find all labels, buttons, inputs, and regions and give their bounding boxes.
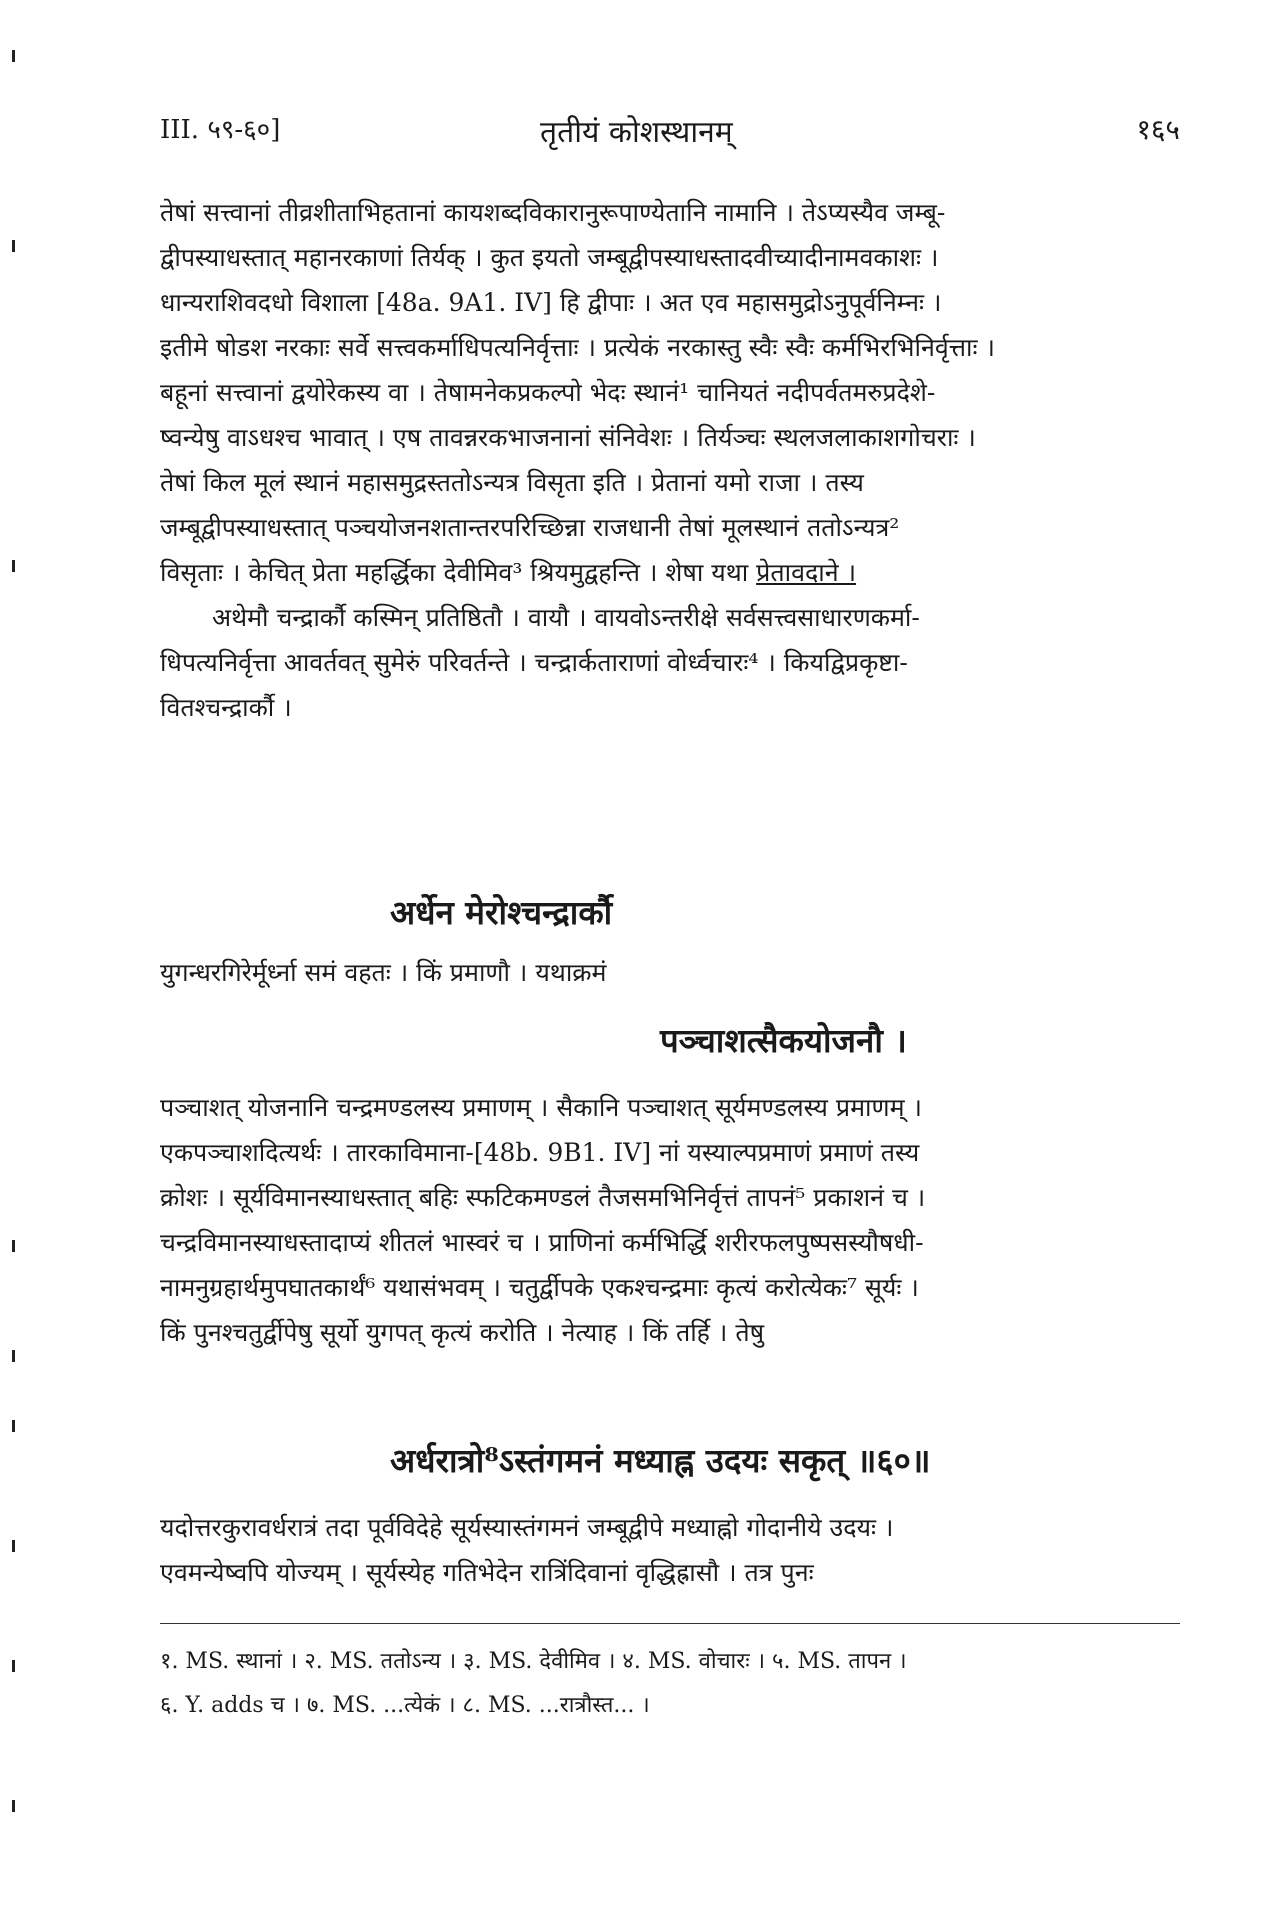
margin-artifact [12,1660,15,1672]
text-line: वितश्चन्द्रार्कौ । [160,693,292,722]
underlined-reference: प्रेतावदाने । [756,558,857,587]
text-line: धिपत्यनिर्वृत्ता आवर्तवत् सुमेरुं परिवर्तन्ते । चन्द्रार्कताराणां वोर्ध्वचारः⁴ । कियद्विप्रकृष्टा- [160,648,908,677]
margin-artifact [12,1350,15,1362]
running-header [160,110,1180,160]
text-line: किं पुनश्चतुर्द्वीपेषु सूर्यो युगपत् कृत्यं करोति । नेत्याह । किं तर्हि । तेषु [160,1318,765,1347]
text-line: नामनुग्रहार्थमुपघातकार्थं⁶ यथासंभवम् । चतुर्द्वीपके एकश्चन्द्रमाः कृत्यं करोत्येकः⁷ सूर्यः । [160,1273,919,1302]
verse-1-block [160,882,1180,944]
text-line: पञ्चाशत् योजनानि चन्द्रमण्डलस्य प्रमाणम् । सैकानि पञ्चाशत् सूर्यमण्डलस्य प्रमाणम् । [160,1093,922,1122]
verse-line: अर्धरात्रो⁸ऽस्तंगमनं मध्याह्न उदयः सकृत् ॥६०॥ [390,1441,931,1480]
text-line: चन्द्रविमानस्याधस्तादाप्यं शीतलं भास्वरं च । प्राणिनां कर्मभिर्द्धि शरीरफलपुष्पसस्यौषधी- [160,1228,924,1257]
text-line: जम्बूद्वीपस्याधस्तात् पञ्चयोजनशतान्तरपरिच्छिन्ना राजधानी तेषां मूलस्थानं ततोऽन्यत्र² [160,513,900,542]
verse-2-block [160,1010,1180,1072]
text-line: द्वीपस्याधस्तात् महानरकाणां तिर्यक् । कुत इयतो जम्बूद्वीपस्याधस्तादवीच्यादीनामवकाशः । [160,243,939,272]
margin-artifact [12,1420,15,1432]
section-title: तृतीयं कोशस्थानम् [540,115,733,150]
verse-line: पञ्चाशत्सैकयोजनौ । [660,1021,907,1060]
text-line: धान्यराशिवदधो विशाला [48a. 9A1. IV] हि द्वीपाः । अत एव महासमुद्रोऽनुपूर्वनिम्नः । [160,288,942,317]
page-number: १६५ [1136,113,1180,146]
text-line: ष्वन्येषु वाऽधश्च भावात् । एष तावन्नरकभाजनानां संनिवेशः । तिर्यञ्चः स्थलजलाकाशगोचराः । [160,423,976,452]
text-line: बहूनां सत्त्वानां द्वयोरेकस्य वा । तेषामनेकप्रकल्पो भेदः स्थानं¹ चानियतं नदीपर्वतमरुप्रदेशे- [160,378,936,407]
text-line: एकपञ्चाशदित्यर्थः । तारकाविमाना-[48b. 9B1. IV] नां यस्याल्पप्रमाणं प्रमाणं तस्य [160,1138,920,1167]
footnotes [160,1640,1180,1728]
margin-artifact [12,50,15,62]
verse-3-block [160,1430,1180,1492]
paragraph-3 [160,950,1180,995]
footnote-line: १. MS. स्थानां । २. MS. ततोऽन्य । ३. MS. देवीमिव । ४. MS. वोचारः । ५. MS. तापन । [160,1649,907,1674]
verse-line: अर्धेन मेरोश्चन्द्रार्कौ [390,893,613,932]
paragraph-1 [160,190,1180,595]
footnote-divider [160,1623,1180,1624]
paragraph-4 [160,1085,1180,1355]
text-line: एवमन्येष्वपि योज्यम् । सूर्यस्येह गतिभेदेन रात्रिंदिवानां वृद्धिह्रासौ । तत्र पुनः [160,1558,814,1587]
text-line [160,550,1180,595]
footnote-line: ६. Y. adds च । ७. MS. ...त्येकं । ८. MS. ...रात्रौस्त... । [160,1693,650,1718]
text-line: अथेमौ चन्द्रार्कौ कस्मिन् प्रतिष्ठितौ । वायौ । वायवोऽन्तरीक्षे सर्वसत्त्वसाधारणकर्मा- [212,603,920,632]
text-line: युगन्धरगिरेर्मूर्ध्ना समं वहतः । किं प्रमाणौ । यथाक्रमं [160,958,607,987]
margin-artifact [12,560,15,572]
paragraph-5 [160,1505,1180,1595]
margin-artifact [12,1240,15,1252]
text-line: तेषां सत्त्वानां तीव्रशीताभिहतानां कायशब्दविकारानुरूपाण्येतानि नामानि । तेऽप्यस्यैव जम्बू- [160,198,946,227]
text-line: यदोत्तरकुरावर्धरात्रं तदा पूर्वविदेहे सूर्यस्यास्तंगमनं जम्बूद्वीपे मध्याह्नो गोदानीये उदयः । [160,1513,894,1542]
text-line: तेषां किल मूलं स्थानं महासमुद्रस्ततोऽन्यत्र विसृता इति । प्रेतानां यमो राजा । तस्य [160,468,864,497]
margin-artifact [12,1540,15,1552]
paragraph-2 [160,595,1180,730]
text-line: क्रोशः । सूर्यविमानस्याधस्तात् बहिः स्फटिकमण्डलं तैजसमभिनिर्वृत्तं तापनं⁵ प्रकाशनं च । [160,1183,926,1212]
margin-artifact [12,240,15,252]
text-line: इतीमे षोडश नरकाः सर्वे सत्त्वकर्माधिपत्यनिर्वृत्ताः । प्रत्येकं नरकास्तु स्वैः स्वैः कर्मभिरभिनिर्वृत्ताः । [160,333,995,362]
text-span: विसृताः । केचित् प्रेता महर्द्धिका देवीमिव³ श्रियमुद्वहन्ति । शेषा यथा [160,558,749,587]
chapter-verse-range: III. ५९-६०] [160,115,281,145]
margin-artifact [12,1800,15,1812]
